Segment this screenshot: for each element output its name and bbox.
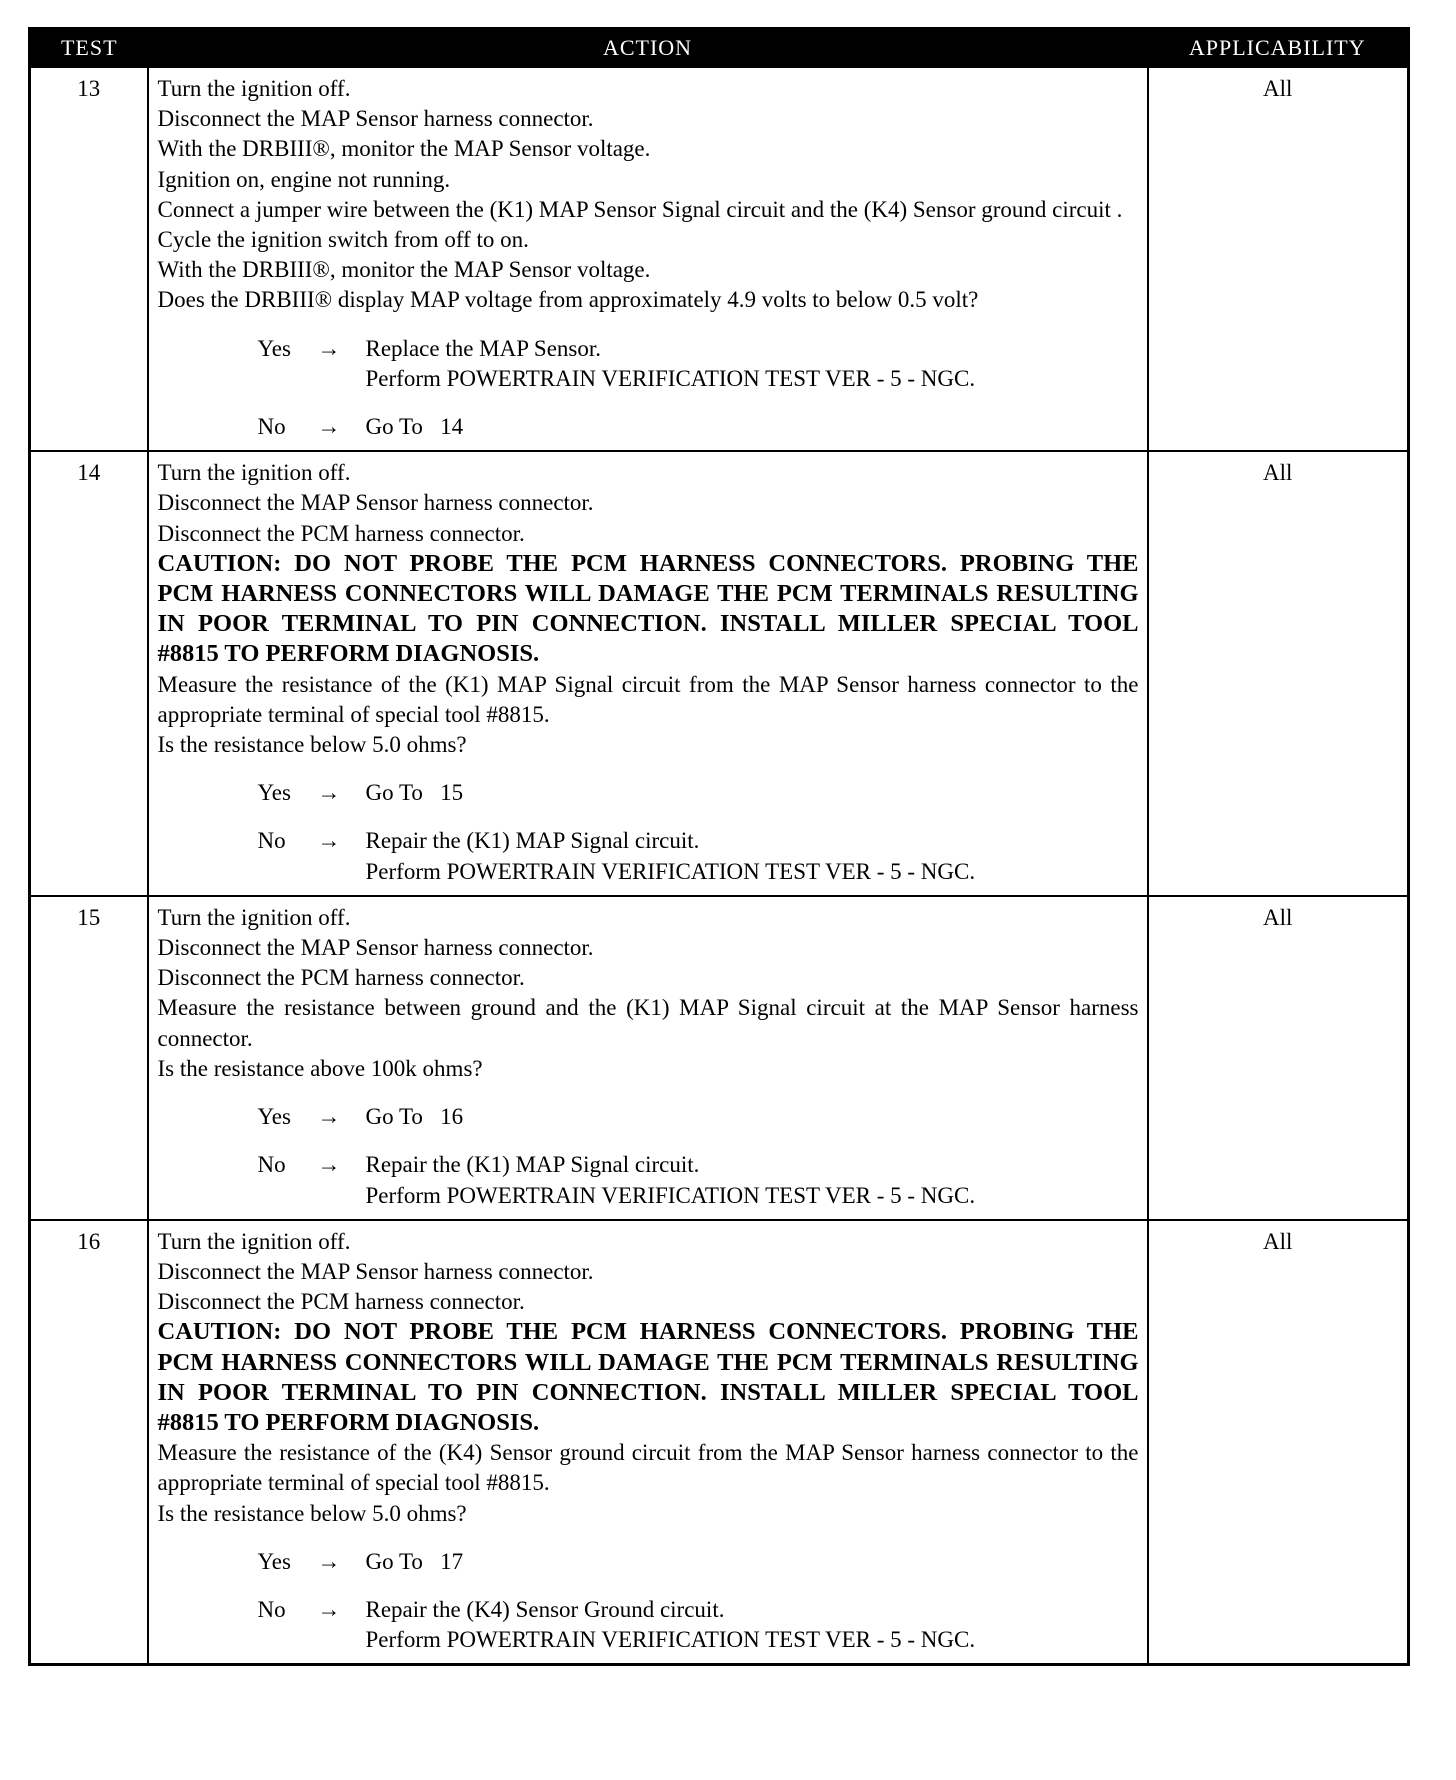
action-cell (148, 896, 1148, 1220)
applicability-cell: All (1148, 1220, 1409, 1665)
caution-text: CAUTION: DO NOT PROBE THE PCM HARNESS CONNECTORS. PROBING THE PCM HARNESS CONNECTORS WILL DAMAGE THE PCM TERMINALS RESULTING IN POOR TERMINAL TO PIN CONNECTION. INSTALL MILLER SPECIAL TOOL #8815 TO PERFORM DIAGNOSIS. (157, 549, 1139, 668)
result-block (158, 1547, 1139, 1656)
action-step: Connect a jumper wire between the (K1) MAP Sensor Signal circuit and the (K4) Sensor ground circuit . (157, 196, 1123, 222)
no-result (158, 826, 1139, 886)
action-step: Disconnect the MAP Sensor harness connector. (157, 935, 594, 961)
result-block (158, 1102, 1139, 1211)
action-step: Ignition on, engine not running. (157, 166, 451, 192)
test-number: 13 (30, 67, 148, 451)
outcome-line: Go To 17 (365, 1548, 464, 1574)
test-number: 15 (30, 896, 148, 1220)
yes-outcome (366, 334, 1139, 394)
outcome-line: Repair the (K1) MAP Signal circuit. (365, 828, 700, 854)
action-step: Disconnect the PCM harness connector. (157, 1289, 525, 1315)
yes-outcome (366, 1547, 1139, 1577)
outcome-line: Go To 15 (365, 780, 464, 806)
result-block (158, 334, 1139, 443)
outcome-line: Perform POWERTRAIN VERIFICATION TEST VER - 5 - NGC. (365, 858, 976, 884)
no-label: No (257, 1152, 286, 1178)
arrow-icon: → (317, 335, 341, 361)
no-label: No (257, 414, 286, 440)
outcome-line: Go To 14 (365, 414, 464, 440)
yes-label: Yes (257, 335, 291, 361)
no-label: No (257, 828, 286, 854)
yes-result (158, 778, 1139, 808)
header-applicability: APPLICABILITY (1148, 29, 1409, 68)
action-step: Disconnect the MAP Sensor harness connector. (157, 1258, 594, 1284)
no-outcome (366, 826, 1139, 886)
arrow-icon: → (317, 828, 341, 854)
action-step: Cycle the ignition switch from off to on. (157, 227, 529, 253)
action-cell (148, 451, 1148, 896)
yes-label: Yes (257, 1548, 291, 1574)
test-number: 14 (30, 451, 148, 896)
action-step: Turn the ignition off. (157, 460, 351, 486)
action-step: Turn the ignition off. (157, 1228, 351, 1254)
yes-outcome (366, 778, 1139, 808)
arrow-icon: → (317, 414, 341, 440)
no-result (158, 1150, 1139, 1210)
caution-text: CAUTION: DO NOT PROBE THE PCM HARNESS CONNECTORS. PROBING THE PCM HARNESS CONNECTORS WILL DAMAGE THE PCM TERMINALS RESULTING IN POOR TERMINAL TO PIN CONNECTION. INSTALL MILLER SPECIAL TOOL #8815 TO PERFORM DIAGNOSIS. (157, 1318, 1139, 1436)
outcome-line: Repair the (K4) Sensor Ground circuit. (365, 1596, 725, 1622)
action-step: Measure the resistance of the (K4) Sensor ground circuit from the MAP Sensor harness connector to the appropriate terminal of special tool #8815. (157, 1440, 1139, 1496)
diagnostic-table-page (28, 27, 1407, 1666)
action-step: Disconnect the MAP Sensor harness connector. (157, 106, 594, 132)
action-step: Turn the ignition off. (157, 904, 351, 930)
header-test: TEST (30, 29, 148, 68)
action-step: With the DRBIII®, monitor the MAP Sensor voltage. (157, 257, 651, 283)
table-row (30, 1220, 1409, 1665)
table-row (30, 67, 1409, 451)
action-step: Does the DRBIII® display MAP voltage from approximately 4.9 volts to below 0.5 volt? (157, 287, 979, 313)
outcome-line: Perform POWERTRAIN VERIFICATION TEST VER - 5 - NGC. (365, 1627, 976, 1653)
diagnostic-test-table (28, 27, 1410, 1666)
table-row (30, 896, 1409, 1220)
action-cell (148, 67, 1148, 451)
outcome-line: Perform POWERTRAIN VERIFICATION TEST VER - 5 - NGC. (365, 365, 976, 391)
action-step: With the DRBIII®, monitor the MAP Sensor voltage. (157, 136, 651, 162)
applicability-cell: All (1148, 896, 1409, 1220)
yes-outcome (366, 1102, 1139, 1132)
result-block (158, 778, 1139, 887)
action-step: Turn the ignition off. (157, 76, 351, 101)
action-step: Disconnect the MAP Sensor harness connector. (157, 490, 594, 516)
yes-label: Yes (257, 1104, 291, 1130)
table-header-row (30, 29, 1409, 68)
applicability-cell: All (1148, 451, 1409, 896)
action-step: Measure the resistance between ground and the (K1) MAP Signal circuit at the MAP Sensor harness connector. (157, 995, 1139, 1051)
arrow-icon: → (317, 1152, 341, 1178)
arrow-icon: → (317, 780, 341, 806)
no-outcome (366, 1150, 1139, 1210)
arrow-icon: → (317, 1548, 341, 1574)
action-step: Is the resistance above 100k ohms? (157, 1055, 483, 1081)
outcome-line: Perform POWERTRAIN VERIFICATION TEST VER - 5 - NGC. (365, 1182, 976, 1208)
no-outcome (366, 1595, 1139, 1655)
test-number: 16 (30, 1220, 148, 1665)
no-result (158, 412, 1139, 442)
yes-result (158, 1102, 1139, 1132)
action-step: Disconnect the PCM harness connector. (157, 965, 525, 991)
outcome-line: Replace the MAP Sensor. (365, 335, 602, 361)
no-result (158, 1595, 1139, 1655)
outcome-line: Go To 16 (365, 1104, 464, 1130)
no-label: No (257, 1596, 286, 1622)
yes-label: Yes (257, 780, 291, 806)
action-step: Is the resistance below 5.0 ohms? (157, 1500, 467, 1526)
action-step: Is the resistance below 5.0 ohms? (157, 732, 467, 758)
action-step: Measure the resistance of the (K1) MAP Signal circuit from the MAP Sensor harness connector to the appropriate terminal of special tool #8815. (157, 671, 1139, 727)
action-step: Disconnect the PCM harness connector. (157, 520, 525, 546)
outcome-line: Repair the (K1) MAP Signal circuit. (365, 1152, 700, 1178)
table-row (30, 451, 1409, 896)
yes-result (158, 1547, 1139, 1577)
yes-result (158, 334, 1139, 394)
no-outcome (366, 412, 1139, 442)
applicability-cell: All (1148, 67, 1409, 451)
action-cell (148, 1220, 1148, 1665)
header-action: ACTION (148, 29, 1148, 68)
arrow-icon: → (317, 1104, 341, 1130)
arrow-icon: → (317, 1596, 341, 1622)
